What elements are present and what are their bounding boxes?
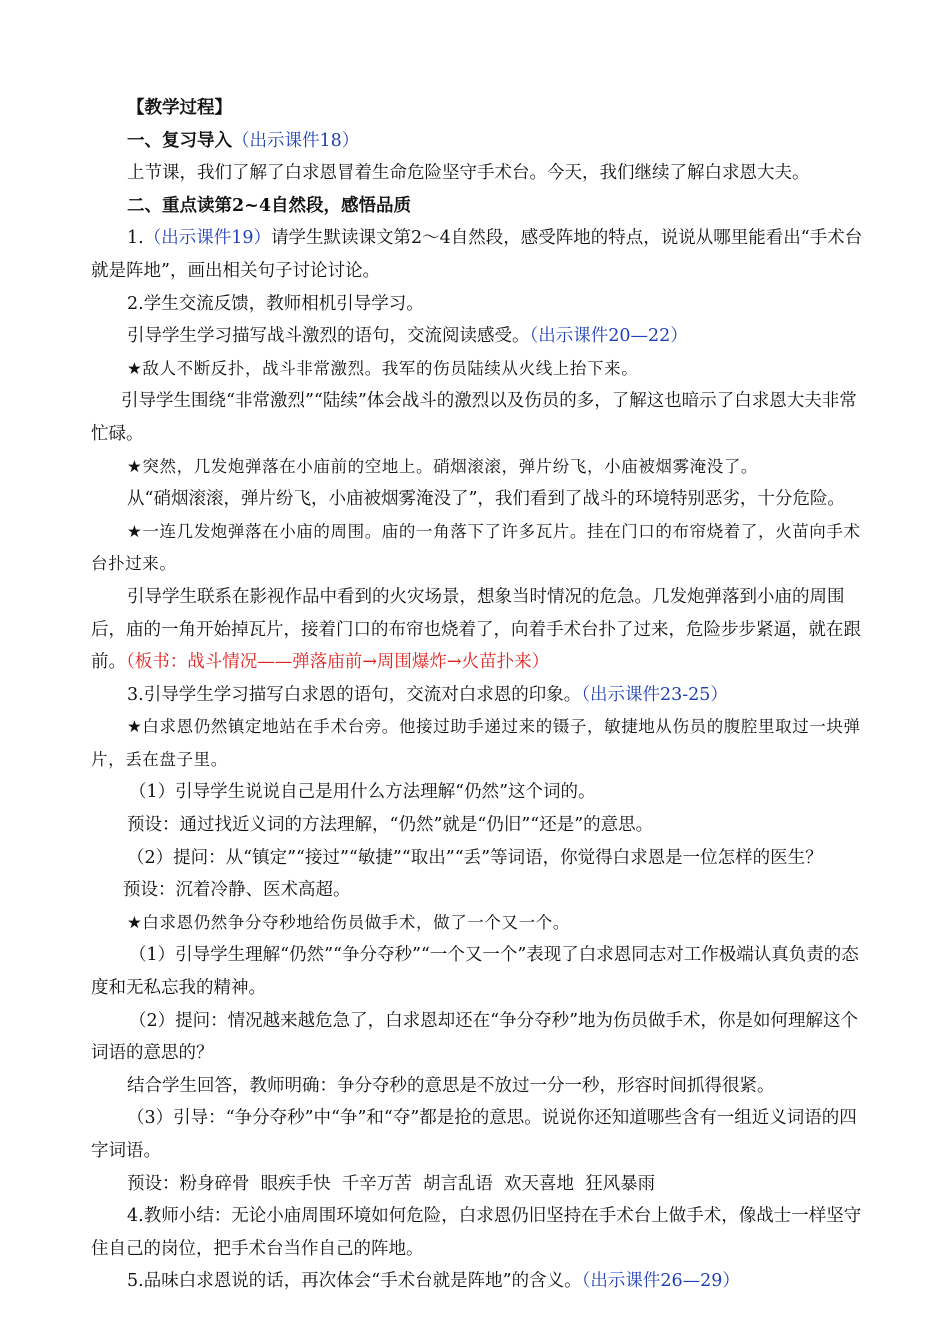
- blackboard-note: （板书：战斗情况——弹落庙前→周围爆炸→火苗扑来）: [126, 652, 550, 673]
- guide-battle-text: 引导学生学习描写战斗激烈的语句，交流阅读感受。: [127, 326, 530, 347]
- preset-2: 预设：沉着冷静、医术高超。: [123, 880, 351, 901]
- step-3-text: 3.引导学生学习描写白求恩的语句，交流对白求恩的印象。: [127, 684, 582, 705]
- lesson-content: [91, 92, 866, 1298]
- courseware-ref: （出示课件23-25）: [581, 684, 728, 705]
- question-4: （2）提问：情况越来越危急了，白求恩却还在“争分夺秒”地为伤员做手术，你是如何理解这个词语的意思的？: [91, 1010, 859, 1064]
- question-2: （2）提问：从“镇定”“接过”“敏捷”“取出”“丢”等词语，你觉得白求恩是一位怎样的医生？: [127, 847, 823, 868]
- section-1-title: 一、复习导入: [127, 130, 232, 151]
- analysis-2: 从“硝烟滚滚，弹片纷飞，小庙被烟雾淹没了”，我们看到了战斗的环境特别恶劣，十分危险。: [127, 489, 845, 510]
- preset-3: 预设：粉身碎骨 眼疾手快 千辛万苦 胡言乱语 欢天喜地 狂风暴雨: [127, 1173, 656, 1194]
- step-1-paragraph: [91, 222, 866, 287]
- section-heading: 【教学过程】: [127, 98, 232, 118]
- section-2-title: 二、重点读第2~4自然段，感悟品质: [127, 195, 412, 216]
- step-3-paragraph: [91, 679, 866, 712]
- analysis-3-text: 引导学生联系在影视作品中看到的火灾场景，想象当时情况的危急。几发炮弹落到小庙的周围后，庙的一角开始掉瓦片，接着门口的布帘也烧着了，向着手术台扑了过来，危险步步紧逼，就在跟前。: [91, 586, 861, 673]
- question-5: （3）引导：“争分夺秒”中“争”和“夺”都是抢的意思。说说你还知道哪些含有一组近义词语的四字词语。: [91, 1108, 857, 1161]
- section-1: [91, 125, 866, 158]
- step-4-paragraph: 4.教师小结：无论小庙周围环境如何危险，白求恩仍旧坚持在手术台上做手术，像战士一样坚守住自己的岗位，把手术台当作自己的阵地。: [91, 1206, 862, 1259]
- quote-2: ★突然，几发炮弹落在小庙前的空地上。硝烟滚滚，弹片纷飞，小庙被烟雾淹没了。: [127, 456, 758, 476]
- courseware-ref: （出示课件20—22）: [529, 326, 688, 347]
- analysis-3: [91, 581, 866, 679]
- courseware-ref: （出示课件19）: [143, 228, 271, 249]
- question-1: （1）引导学生说说自己是用什么方法理解“仍然”这个词的。: [129, 782, 596, 803]
- quote-1: ★敌人不断反扑，战斗非常激烈。我军的伤员陆续从火线上抬下来。: [127, 358, 639, 378]
- step-1-number: 1.: [127, 228, 144, 249]
- step-5-text: 5.品味白求恩说的话，再次体会“手术台就是阵地”的含义。: [127, 1271, 582, 1292]
- step-1-text: 请学生默读课文第2～4自然段，感受阵地的特点，说说从哪里能看出“手术台就是阵地”，画出相关句子讨论讨论。: [91, 228, 863, 281]
- quote-5: ★白求恩仍然争分夺秒地给伤员做手术，做了一个又一个。: [127, 912, 570, 932]
- teacher-clarify: 结合学生回答，教师明确：争分夺秒的意思是不放过一分一秒，形容时间抓得很紧。: [127, 1075, 775, 1096]
- step-2-paragraph: 2.学生交流反馈，教师相机引导学习。: [127, 293, 424, 314]
- guide-battle-paragraph: [91, 320, 866, 353]
- question-3: （1）引导学生理解“仍然”“争分夺秒”“一个又一个”表现了白求恩同志对工作极端认真负责的态度和无私忘我的精神。: [91, 945, 859, 999]
- courseware-ref: （出示课件18）: [232, 130, 360, 151]
- quote-4: ★白求恩仍然镇定地站在手术台旁。他接过助手递过来的镊子，敏捷地从伤员的腹腔里取过一块弹片，丢在盘子里。: [91, 717, 861, 769]
- step-5-paragraph: [91, 1265, 866, 1298]
- analysis-1: 引导学生围绕“非常激烈”“陆续”体会战斗的激烈以及伤员的多，了解这也暗示了白求恩大夫非常忙碌。: [91, 391, 857, 444]
- preset-1: 预设：通过找近义词的方法理解，“仍然”就是“仍旧”“还是”的意思。: [127, 815, 654, 836]
- intro-paragraph: 上节课，我们了解了白求恩冒着生命危险坚守手术台。今天，我们继续了解白求恩大夫。: [127, 163, 810, 184]
- courseware-ref: （出示课件26—29）: [581, 1271, 740, 1292]
- quote-3: ★一连几发炮弹落在小庙的周围。庙的一角落下了许多瓦片。挂在门口的布帘烧着了，火苗向手术台扑过来。: [91, 521, 861, 574]
